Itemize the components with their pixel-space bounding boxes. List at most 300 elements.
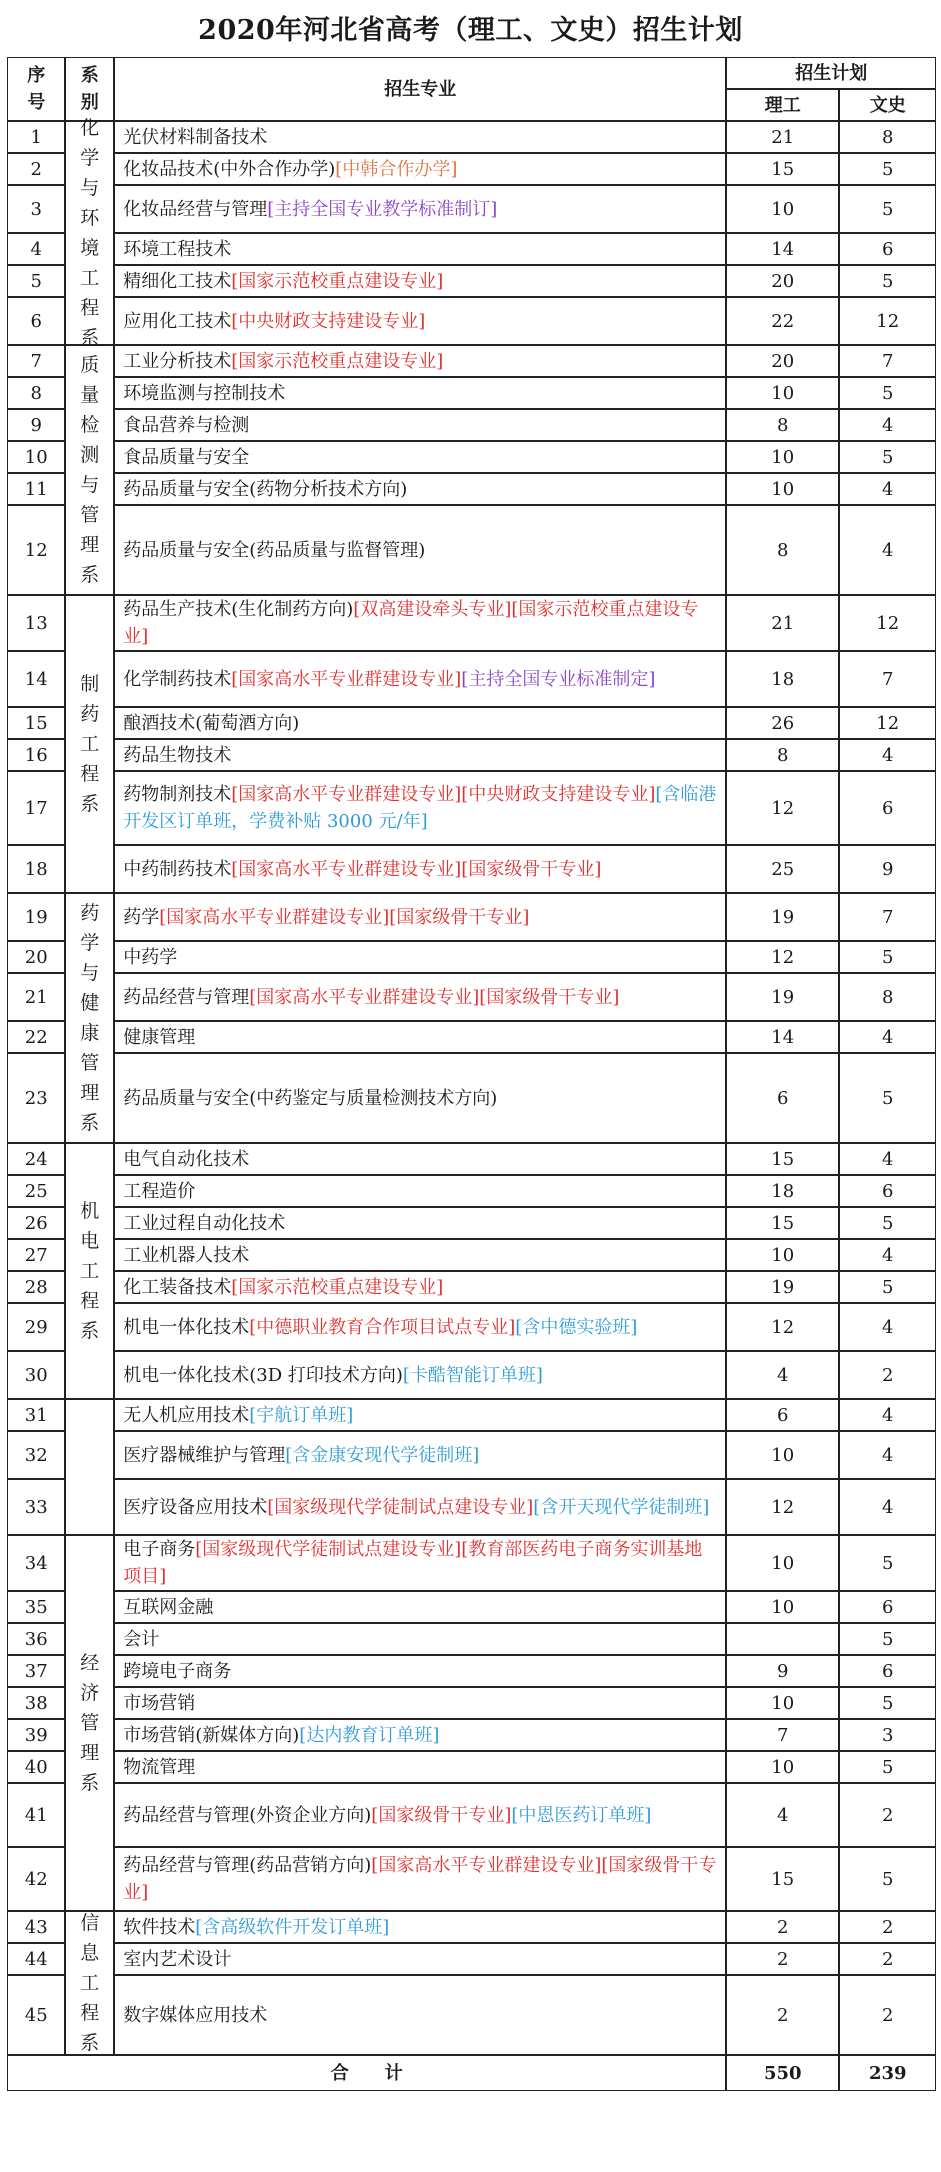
major-name: 机电一体化技术(3D 打印技术方向) — [123, 1364, 403, 1386]
department-cell — [65, 1143, 114, 1399]
wk-quota-cell — [839, 1431, 936, 1479]
wk-quota-cell — [839, 1783, 936, 1847]
wk-quota: 4 — [882, 1026, 894, 1048]
lg-quota-cell — [726, 1021, 839, 1053]
major-text — [123, 596, 717, 650]
major-name: 药品质量与安全(中药鉴定与质量检测技术方向) — [123, 1087, 498, 1109]
row-number: 17 — [24, 797, 48, 819]
wk-quota: 7 — [882, 350, 894, 372]
wk-quota-cell — [839, 441, 936, 473]
major-cell — [114, 771, 726, 845]
major-cell — [114, 1479, 726, 1535]
total-wk: 239 — [868, 2062, 907, 2084]
major-tag: [国家级现代学徒制试点建设专业] — [267, 1496, 534, 1518]
major-text — [123, 1626, 159, 1653]
wk-quota-cell — [839, 1719, 936, 1751]
lg-quota-cell — [726, 185, 839, 233]
major-name: 应用化工技术 — [123, 310, 232, 332]
row-number: 33 — [24, 1496, 48, 1518]
major-name: 工业机器人技术 — [123, 1244, 250, 1266]
major-cell — [114, 1847, 726, 1911]
major-tag: [中韩合作办学] — [335, 158, 458, 180]
wk-quota-cell — [839, 1021, 936, 1053]
major-cell — [114, 1535, 726, 1591]
lg-quota-cell — [726, 377, 839, 409]
wk-quota: 2 — [882, 1804, 894, 1826]
major-text — [123, 1494, 709, 1521]
header-dept-line2: 别 — [80, 92, 99, 114]
major-cell — [114, 941, 726, 973]
row-number-cell — [7, 893, 65, 941]
major-cell — [114, 973, 726, 1021]
lg-quota: 15 — [771, 158, 795, 180]
row-number-cell — [7, 1175, 65, 1207]
wk-quota: 12 — [876, 712, 900, 734]
major-cell — [114, 473, 726, 505]
major-tag: [国家示范校重点建设专业] — [231, 1276, 444, 1298]
wk-quota: 5 — [882, 1552, 894, 1574]
row-number-cell — [7, 233, 65, 265]
lg-quota-cell — [726, 153, 839, 185]
row-number-cell — [7, 121, 65, 153]
lg-quota: 19 — [771, 986, 795, 1008]
major-cell — [114, 595, 726, 651]
wk-quota: 8 — [882, 126, 894, 148]
major-text — [123, 1658, 231, 1685]
major-name: 药物制剂技术 — [123, 784, 232, 806]
major-name: 食品质量与安全 — [123, 446, 250, 468]
major-name: 市场营销(新媒体方向) — [123, 1724, 300, 1746]
row-number: 7 — [30, 350, 42, 372]
major-text — [123, 1178, 195, 1205]
lg-quota-cell — [726, 345, 839, 377]
major-cell — [114, 121, 726, 153]
major-name: 室内艺术设计 — [123, 1948, 232, 1970]
lg-quota-cell — [726, 1207, 839, 1239]
row-number: 18 — [24, 858, 48, 880]
lg-quota: 10 — [771, 1756, 795, 1778]
major-name: 电气自动化技术 — [123, 1148, 250, 1170]
lg-quota-cell — [726, 1591, 839, 1623]
wk-quota: 5 — [882, 158, 894, 180]
major-text — [123, 124, 267, 151]
row-number-cell — [7, 1207, 65, 1239]
lg-quota: 15 — [771, 1868, 795, 1890]
department-name: 机电工程系 — [80, 1200, 100, 1343]
row-number: 13 — [24, 612, 48, 634]
wk-quota: 4 — [882, 1148, 894, 1170]
major-text — [123, 156, 457, 183]
department-cell — [65, 345, 114, 595]
major-name: 机电一体化技术 — [123, 1316, 250, 1338]
lg-quota: 10 — [771, 382, 795, 404]
major-name: 药品质量与安全(药品质量与监督管理) — [123, 539, 426, 561]
major-cell — [114, 707, 726, 739]
lg-quota: 10 — [771, 198, 795, 220]
lg-quota: 15 — [771, 1212, 795, 1234]
row-number-cell — [7, 1783, 65, 1847]
wk-quota: 4 — [882, 1444, 894, 1466]
major-text — [123, 666, 655, 693]
major-cell — [114, 297, 726, 345]
major-name: 环境监测与控制技术 — [123, 382, 286, 404]
major-tag: [宇航订单班] — [249, 1404, 354, 1426]
wk-quota: 2 — [882, 1364, 894, 1386]
major-text — [123, 1802, 651, 1829]
lg-quota: 21 — [771, 612, 795, 634]
header-major-cell — [114, 57, 726, 121]
row-number: 2 — [30, 158, 42, 180]
row-number-cell — [7, 1431, 65, 1479]
lg-quota-cell — [726, 845, 839, 893]
header-no-line1: 序 — [27, 65, 46, 87]
row-number-cell — [7, 409, 65, 441]
header-lg-cell — [726, 89, 839, 121]
header-major-label: 招生专业 — [384, 78, 457, 100]
lg-quota: 14 — [771, 1026, 795, 1048]
wk-quota: 5 — [882, 1868, 894, 1890]
row-number-cell — [7, 707, 65, 739]
header-wk-label: 文史 — [869, 94, 906, 116]
lg-quota: 18 — [771, 1180, 795, 1202]
major-tag: [含中德实验班] — [515, 1316, 638, 1338]
major-name: 中药学 — [123, 946, 178, 968]
major-text — [123, 1914, 389, 1941]
row-number-cell — [7, 595, 65, 651]
wk-quota-cell — [839, 1207, 936, 1239]
lg-quota: 8 — [777, 539, 789, 561]
department-name: 药学与健康管理系 — [80, 902, 100, 1135]
major-tag: [国家示范校重点建设专业] — [231, 270, 444, 292]
major-cell — [114, 1207, 726, 1239]
row-number-cell — [7, 1751, 65, 1783]
major-tag: [国家高水平专业群建设专业] — [231, 668, 462, 690]
row-number-cell — [7, 441, 65, 473]
department-name: 化学与环境工程系 — [80, 117, 100, 350]
row-number: 1 — [30, 126, 42, 148]
department-name: 经济管理系 — [80, 1652, 100, 1795]
lg-quota: 8 — [777, 414, 789, 436]
lg-quota: 2 — [777, 1916, 789, 1938]
major-tag: [国家级骨干专业] — [389, 906, 530, 928]
row-number: 25 — [24, 1180, 48, 1202]
major-name: 光伏材料制备技术 — [123, 126, 268, 148]
wk-quota: 5 — [882, 446, 894, 468]
wk-quota-cell — [839, 771, 936, 845]
major-text — [123, 781, 717, 835]
lg-quota: 2 — [777, 1948, 789, 1970]
row-number: 42 — [24, 1868, 48, 1890]
major-text — [123, 412, 249, 439]
wk-quota-cell — [839, 1351, 936, 1399]
wk-quota: 6 — [882, 1596, 894, 1618]
header-lg-label: 理工 — [764, 94, 801, 116]
lg-quota-cell — [726, 893, 839, 941]
wk-quota-cell — [839, 1399, 936, 1431]
major-text — [123, 710, 299, 737]
row-number-cell — [7, 973, 65, 1021]
major-text — [123, 1242, 249, 1269]
row-number-cell — [7, 1303, 65, 1351]
row-number-cell — [7, 265, 65, 297]
row-number: 41 — [24, 1804, 48, 1826]
major-tag: [中央财政支持建设专业] — [231, 310, 426, 332]
row-number: 44 — [24, 1948, 48, 1970]
wk-quota-cell — [839, 1053, 936, 1143]
wk-quota-cell — [839, 1847, 936, 1911]
lg-quota-cell — [726, 1975, 839, 2055]
major-name: 会计 — [123, 1628, 160, 1650]
major-cell — [114, 1783, 726, 1847]
major-tag: [国家高水平专业群建设专业] — [159, 906, 390, 928]
major-text — [123, 236, 231, 263]
major-text — [123, 742, 231, 769]
major-text — [123, 1085, 497, 1112]
wk-quota: 12 — [876, 612, 900, 634]
row-number: 24 — [24, 1148, 48, 1170]
total-lg-cell — [726, 2055, 839, 2091]
row-number: 43 — [24, 1916, 48, 1938]
lg-quota-cell — [726, 1479, 839, 1535]
wk-quota: 4 — [882, 539, 894, 561]
wk-quota-cell — [839, 1239, 936, 1271]
major-name: 酿酒技术(葡萄酒方向) — [123, 712, 300, 734]
major-cell — [114, 1351, 726, 1399]
wk-quota-cell — [839, 1975, 936, 2055]
major-name: 无人机应用技术 — [123, 1404, 250, 1426]
row-number: 4 — [30, 238, 42, 260]
header-no-line2: 号 — [27, 92, 46, 114]
row-number-cell — [7, 1143, 65, 1175]
major-name: 中药制药技术 — [123, 858, 232, 880]
row-number: 29 — [24, 1316, 48, 1338]
wk-quota: 5 — [882, 382, 894, 404]
major-tag: [教育部医药电子商务实训基地项目] — [123, 1539, 703, 1588]
major-cell — [114, 1943, 726, 1975]
major-tag: [国家高水平专业群建设专业] — [249, 986, 480, 1008]
wk-quota: 6 — [882, 238, 894, 260]
wk-quota-cell — [839, 1623, 936, 1655]
row-number-cell — [7, 1591, 65, 1623]
lg-quota-cell — [726, 941, 839, 973]
row-number-cell — [7, 1351, 65, 1399]
lg-quota-cell — [726, 651, 839, 707]
lg-quota-cell — [726, 121, 839, 153]
major-text — [123, 1024, 195, 1051]
lg-quota: 20 — [771, 350, 795, 372]
row-number: 5 — [30, 270, 42, 292]
wk-quota: 5 — [882, 1276, 894, 1298]
total-wk-cell — [839, 2055, 936, 2091]
wk-quota-cell — [839, 1479, 936, 1535]
row-number: 10 — [24, 446, 48, 468]
lg-quota-cell — [726, 1719, 839, 1751]
header-dept-cell — [65, 57, 114, 121]
row-number: 6 — [30, 310, 42, 332]
lg-quota: 12 — [771, 797, 795, 819]
lg-quota: 6 — [777, 1087, 789, 1109]
department-cell — [65, 595, 114, 893]
row-number: 20 — [24, 946, 48, 968]
major-text — [123, 308, 425, 335]
row-number-cell — [7, 1053, 65, 1143]
wk-quota-cell — [839, 1751, 936, 1783]
row-number-cell — [7, 1847, 65, 1911]
major-name: 软件技术 — [123, 1916, 196, 1938]
row-number: 40 — [24, 1756, 48, 1778]
wk-quota: 12 — [876, 310, 900, 332]
lg-quota-cell — [726, 1431, 839, 1479]
major-text — [123, 1594, 213, 1621]
major-text — [123, 984, 619, 1011]
row-number: 27 — [24, 1244, 48, 1266]
row-number-cell — [7, 1535, 65, 1591]
row-number-cell — [7, 1719, 65, 1751]
row-number: 32 — [24, 1444, 48, 1466]
major-name: 药品质量与安全(药物分析技术方向) — [123, 478, 408, 500]
major-tag: [中央财政支持建设专业] — [461, 784, 656, 806]
row-number-cell — [7, 297, 65, 345]
lg-quota: 21 — [771, 126, 795, 148]
lg-quota-cell — [726, 409, 839, 441]
major-cell — [114, 185, 726, 233]
major-name: 工程造价 — [123, 1180, 196, 1202]
major-text — [123, 1274, 443, 1301]
major-cell — [114, 377, 726, 409]
wk-quota-cell — [839, 595, 936, 651]
lg-quota-cell — [726, 1351, 839, 1399]
row-number-cell — [7, 1975, 65, 2055]
department-name: 质量检测与管理系 — [80, 354, 100, 587]
lg-quota-cell — [726, 1751, 839, 1783]
major-text — [123, 904, 529, 931]
lg-quota: 12 — [771, 1316, 795, 1338]
major-tag: [卡酷智能订单班] — [402, 1364, 543, 1386]
major-tag: [含高级软件开发订单班] — [195, 1916, 390, 1938]
lg-quota: 14 — [771, 238, 795, 260]
row-number-cell — [7, 185, 65, 233]
major-name: 健康管理 — [123, 1026, 196, 1048]
lg-quota: 12 — [771, 946, 795, 968]
lg-quota-cell — [726, 973, 839, 1021]
department-name: 制药工程系 — [80, 673, 100, 816]
major-tag: [双高建设牵头专业] — [353, 599, 512, 621]
lg-quota-cell — [726, 1303, 839, 1351]
lg-quota: 10 — [771, 1444, 795, 1466]
major-tag: [含开天现代学徒制班] — [533, 1496, 710, 1518]
lg-quota: 10 — [771, 478, 795, 500]
wk-quota-cell — [839, 1591, 936, 1623]
row-number: 30 — [24, 1364, 48, 1386]
department-cell — [65, 117, 114, 350]
major-name: 跨境电子商务 — [123, 1660, 232, 1682]
wk-quota-cell — [839, 153, 936, 185]
row-number: 14 — [24, 668, 48, 690]
wk-quota-cell — [839, 1687, 936, 1719]
major-name: 工业过程自动化技术 — [123, 1212, 286, 1234]
major-cell — [114, 1143, 726, 1175]
major-cell — [114, 1655, 726, 1687]
major-text — [123, 196, 497, 223]
major-name: 互联网金融 — [123, 1596, 214, 1618]
lg-quota-cell — [726, 595, 839, 651]
row-number-cell — [7, 1655, 65, 1687]
major-cell — [114, 651, 726, 707]
wk-quota-cell — [839, 973, 936, 1021]
major-tag: [国家级骨干专业] — [461, 858, 602, 880]
row-number-cell — [7, 505, 65, 595]
wk-quota-cell — [839, 651, 936, 707]
lg-quota: 12 — [771, 1496, 795, 1518]
major-cell — [114, 1623, 726, 1655]
row-number: 3 — [30, 198, 42, 220]
lg-quota-cell — [726, 1943, 839, 1975]
lg-quota-cell — [726, 1175, 839, 1207]
wk-quota-cell — [839, 739, 936, 771]
row-number: 12 — [24, 539, 48, 561]
major-text — [123, 1946, 231, 1973]
header-dept-line1: 系 — [80, 65, 99, 87]
major-tag: [国家高水平专业群建设专业] — [231, 784, 462, 806]
lg-quota-cell — [726, 1143, 839, 1175]
department-cell — [65, 1911, 114, 2055]
lg-quota-cell — [726, 297, 839, 345]
major-text — [123, 1210, 285, 1237]
wk-quota: 9 — [882, 858, 894, 880]
major-text — [123, 1722, 439, 1749]
lg-quota-cell — [726, 1783, 839, 1847]
lg-quota-cell — [726, 1623, 839, 1655]
lg-quota-cell — [726, 441, 839, 473]
wk-quota: 6 — [882, 1180, 894, 1202]
wk-quota: 5 — [882, 198, 894, 220]
major-cell — [114, 893, 726, 941]
row-number-cell — [7, 473, 65, 505]
wk-quota: 6 — [882, 797, 894, 819]
wk-quota: 4 — [882, 414, 894, 436]
major-tag: [国家级骨干专业] — [123, 1855, 717, 1904]
wk-quota-cell — [839, 185, 936, 233]
row-number-cell — [7, 153, 65, 185]
row-number-cell — [7, 1021, 65, 1053]
major-tag: [国家级现代学徒制试点建设专业] — [195, 1539, 462, 1561]
lg-quota-cell — [726, 771, 839, 845]
wk-quota-cell — [839, 345, 936, 377]
major-tag: [含金康安现代学徒制班] — [285, 1444, 480, 1466]
row-number-cell — [7, 1399, 65, 1431]
row-number: 22 — [24, 1026, 48, 1048]
lg-quota-cell — [726, 233, 839, 265]
row-number: 21 — [24, 986, 48, 1008]
row-number-cell — [7, 1623, 65, 1655]
header-wk-cell — [839, 89, 936, 121]
wk-quota: 4 — [882, 1316, 894, 1338]
wk-quota: 5 — [882, 946, 894, 968]
total-label: 合 计 — [330, 2062, 403, 2084]
major-cell — [114, 1975, 726, 2055]
lg-quota-cell — [726, 1053, 839, 1143]
wk-quota: 4 — [882, 744, 894, 766]
major-tag: [中德职业教育合作项目试点专业] — [249, 1316, 516, 1338]
major-name: 药品经营与管理(外资企业方向) — [123, 1804, 372, 1826]
lg-quota-cell — [726, 1687, 839, 1719]
major-text — [123, 856, 601, 883]
wk-quota: 6 — [882, 1660, 894, 1682]
row-number-cell — [7, 739, 65, 771]
wk-quota: 4 — [882, 1244, 894, 1266]
department-name: 信息工程系 — [80, 1912, 100, 2055]
wk-quota-cell — [839, 121, 936, 153]
